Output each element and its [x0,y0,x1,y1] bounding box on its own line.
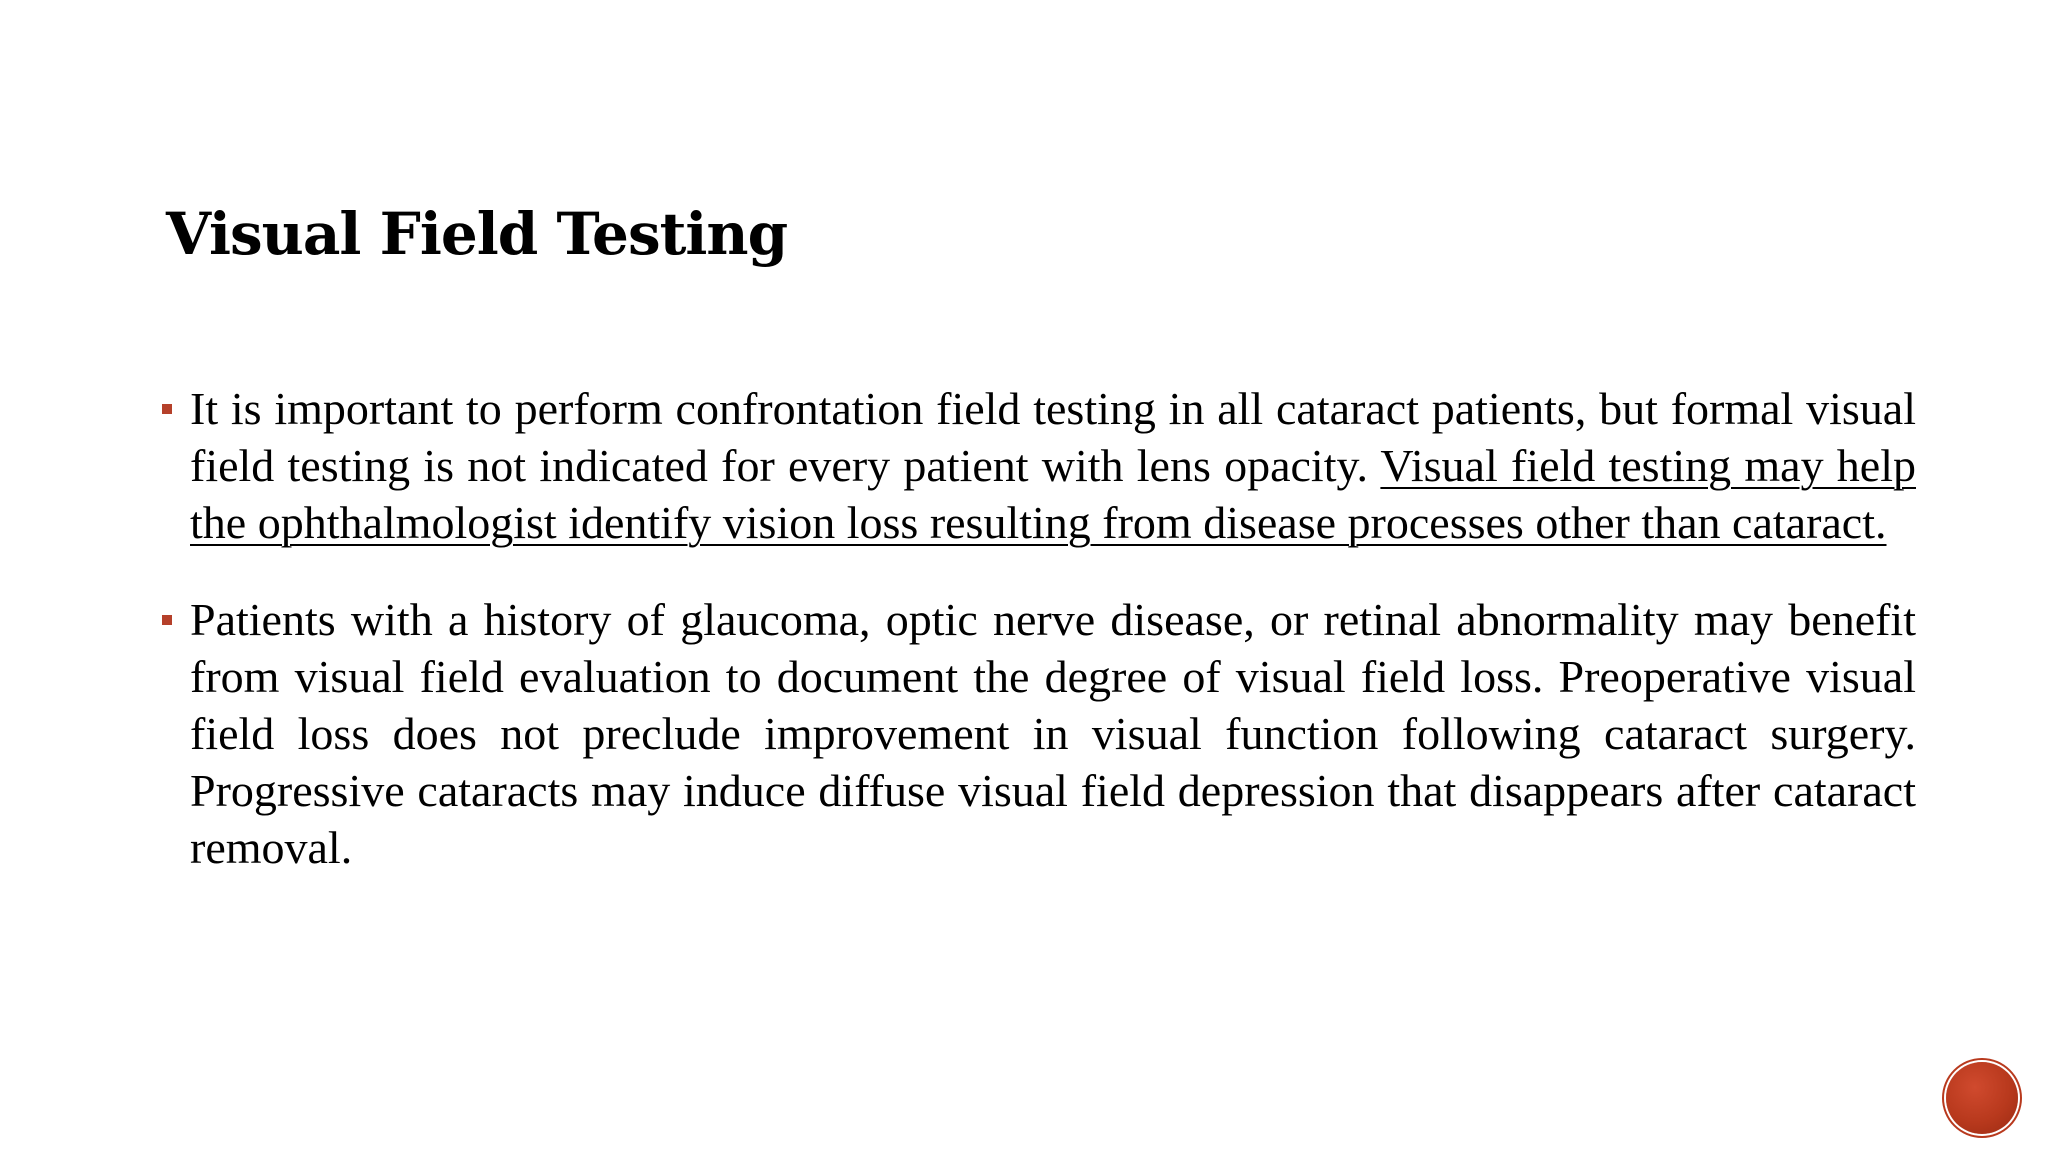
square-bullet-icon [162,615,172,625]
slide-nav-button[interactable] [1946,1062,2018,1134]
slide-title: Visual Field Testing [166,200,788,268]
bullet-text: It is important to perform confrontation field testing in all cataract patients, but formal visual field testing is not indicated for every patient with lens opacity. [190,383,1916,491]
square-bullet-icon [162,404,172,414]
bullet-item [190,591,1916,876]
bullet-item [190,380,1916,551]
bullet-text: Patients with a history of glaucoma, optic nerve disease, or retinal abnormality may benefit from visual field evaluation to document the degree of visual field loss. Preoperative visual field loss does not preclude improvement in visual function following cataract surgery. Progressive cataracts may induce diffuse visual field depression that disappears after cataract removal. [190,594,1916,873]
bullet-list [190,380,1916,916]
bullet-underlined-text: Visual field testing may help the ophthalmologist identify vision loss resulting from disease processes other than cataract. [190,440,1916,548]
